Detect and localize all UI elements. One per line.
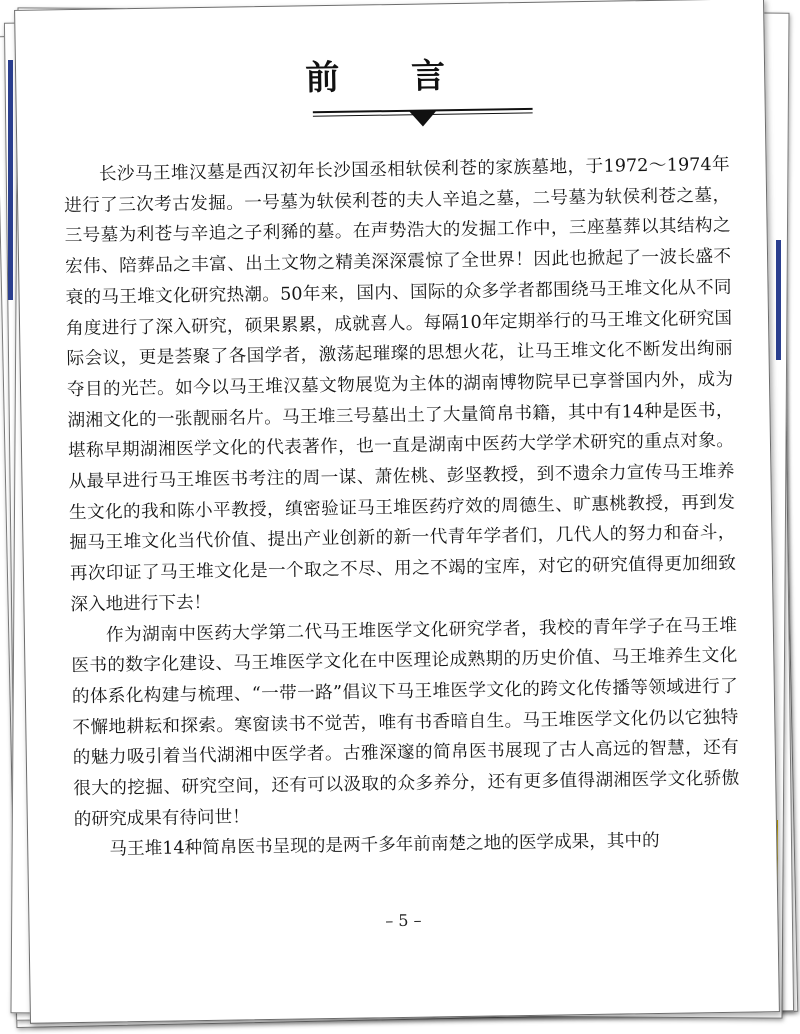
document-page bbox=[14, 0, 780, 1024]
title-ornament-icon bbox=[313, 101, 533, 134]
book-edge-accent bbox=[776, 240, 781, 360]
page-number: – 5 – bbox=[385, 910, 422, 931]
paragraph: 长沙马王堆汉墓是西汉初年长沙国丞相轪侯利苍的家族墓地，于1972～1974年进行了三次考古发掘。一号墓为轪侯利苍的夫人辛追之墓，二号墓为轪侯利苍之墓，三号墓为利苍与辛追之子利豨的墓。在声势浩大的发掘工作中，三座墓葬以其结构之宏伟、陪葬品之丰富、出土文物之精美深深震惊了全世界！因此也掀起了一波长盛不衰的马王堆文化研究热潮。50年来，国内、国际的众多学者都围绕马王堆文化从不同角度进行了深入研究，硕果累累，成就喜人。每隔10年定期举行的马王堆文化研究国际会议，更是荟聚了各国学者，激荡起璀璨的思想火花，让马王堆文化不断发出绚丽夺目的光芒。如今以马王堆汉墓文物展览为主体的湖南博物院早已享誉国内外，成为湖湘文化的一张靓丽名片。马王堆三号墓出土了大量简帛书籍，其中有14种是医书，堪称早期湖湘医学文化的代表著作，也一直是湖南中医药大学学术研究的重点对象。从最早进行马王堆医书考注的周一谋、萧佐桃、彭坚教授，到不遗余力宣传马王堆养生文化的我和陈小平教授，缜密验证马王堆医药疗效的周德生、旷惠桃教授，再到发掘马王堆文化当代价值、提出产业创新的新一代青年学者们，几代人的努力和奋斗，再次印证了马王堆文化是一个取之不尽、用之不竭的宝库，对它的研究值得更加细致深入地进行下去！ bbox=[64, 154, 737, 615]
paragraph: 作为湖南中医药大学第二代马王堆医学文化研究学者，我校的青年学子在马王堆医书的数字化建设、马王堆医学文化在中医理论成熟期的历史价值、马王堆养生文化的体系化构建与梳理、“一带一路”倡议下马王堆医学文化的跨文化传播等领域进行了不懈地耕耘和探索。寒窗读书不觉苦，唯有书香暗自生。马王堆医学文化仍以它独特的魅力吸引着当代湖湘中医学者。古雅深邃的简帛医书展现了古人高远的智慧，还有很大的挖掘、研究空间，还有可以汲取的众多养分，还有更多值得湖湘医学文化骄傲的研究成果有待问世！ bbox=[71, 615, 740, 830]
page-title: 前 言 bbox=[304, 55, 476, 99]
preface-body bbox=[63, 150, 740, 867]
paragraph: 马王堆14种简帛医书呈现的是两千多年前南楚之地的医学成果，其中的 bbox=[109, 831, 660, 861]
book-edge-accent bbox=[8, 60, 13, 300]
